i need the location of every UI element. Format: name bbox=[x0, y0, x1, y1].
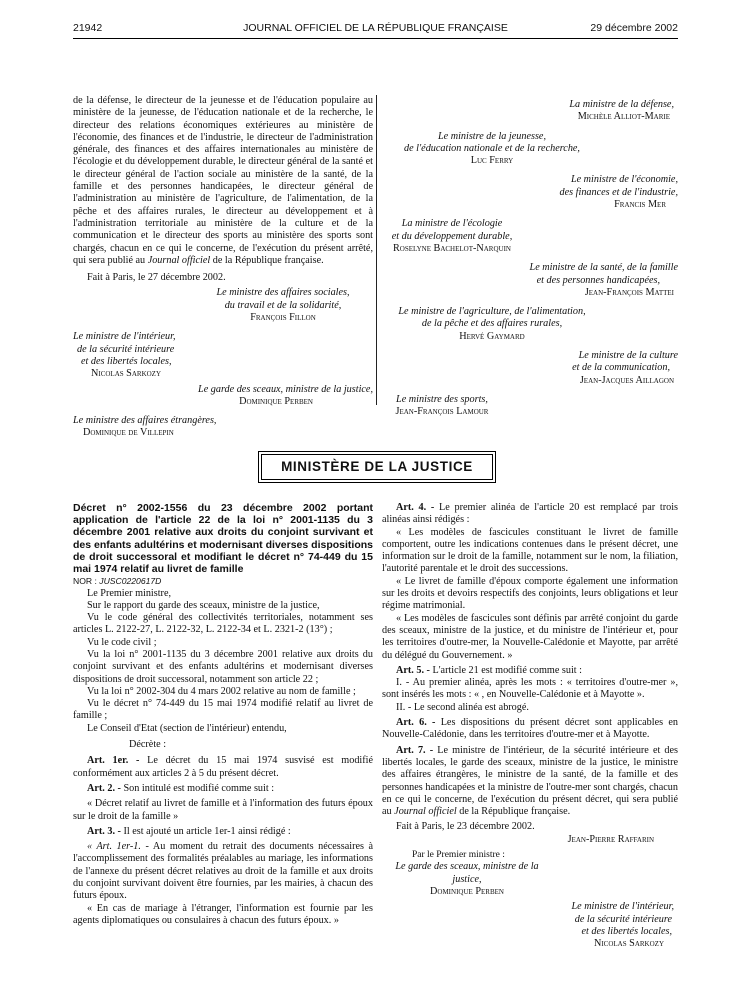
article-7: Art. 7. - Le ministre de l'intérieur, de la sécurité intérieure et des libertés locales, le garde des sceaux, ministre de la justice, le ministre des affaires étrangères, le ministre de la santé, de la famille et des personnes handicapées et la ministre de l'outre-mer sont chargés, chacun en ce qui le concerne, de l'exécution du présent décret, qui sera publié au Journal officiel de la République française. bbox=[382, 744, 678, 818]
decree-p4: Vu le code civil ; bbox=[87, 636, 157, 648]
decree-right-column bbox=[382, 502, 678, 950]
signature-ferry: Le ministre de la jeunesse, de l'éducation nationale et de la recherche, Luc Ferry bbox=[404, 130, 580, 167]
issue-date: 29 décembre 2002 bbox=[590, 22, 678, 34]
signature-mattei: Le ministre de la santé, de la famille et des personnes handicapées, Jean-François Mattei bbox=[529, 262, 678, 298]
article-4: Art. 4. - Le premier alinéa de l'article 20 est remplacé par trois alinéas ainsi rédigés : bbox=[382, 502, 678, 526]
article-4-quote-2: « Le livret de famille d'époux comporte également une information sur les droits et devoirs respectifs des conjoints, leurs obligations et leur régime matrimonial. bbox=[382, 575, 678, 612]
decree-p6: Vu la loi n° 2002-304 du 4 mars 2002 relative au nom de famille ; bbox=[87, 685, 356, 697]
signature-alliot-marie: La ministre de la défense, Michèle Alliot-Marie bbox=[569, 99, 674, 123]
signature-mer: Le ministre de l'économie, des finances et de l'industrie, Francis Mer bbox=[559, 174, 678, 211]
decree-p5: Vu la loi n° 2001-1135 du 3 décembre 2001 relative aux droits du conjoint survivant et des enfants adultérins et modernisant diverses dispositions de droit successoral, notamment son article 22 ; bbox=[73, 649, 373, 685]
signature-aillagon: Le ministre de la culture et de la communication, Jean-Jacques Aillagon bbox=[572, 350, 678, 386]
article-2: Art. 2. - Son intitulé est modifié comme suit : bbox=[87, 782, 275, 794]
article-3-quote-2: « En cas de mariage à l'étranger, l'information est fournie par les agents diplomatiques ou consulaires à chacun des futurs époux. » bbox=[73, 902, 373, 926]
pm-by: Par le Premier ministre : bbox=[412, 850, 505, 861]
decree-p8: Le Conseil d'Etat (section de l'intérieur) entendu, bbox=[87, 722, 287, 734]
article-3-quote-1: « Art. 1er-1. - Au moment du retrait des documents nécessaires à l'accomplissement des formalités préalables au mariage, les informations de l'annexe du présent décret relatives au droit de la famille et aux droits du conjoint survivant doivent être fournies, par les mairies, à chacun des futurs époux. bbox=[73, 841, 374, 902]
decree-p3: Vu le code général des collectivités territoriales, notamment ses articles L. 2122-27, L. 2122-32, L. 2122-34 et L. 2321-2 (13°) ; bbox=[73, 612, 373, 636]
page-header bbox=[73, 22, 678, 36]
decree-p1: Le Premier ministre, bbox=[87, 587, 172, 599]
decree-p2: Sur le rapport du garde des sceaux, ministre de la justice, bbox=[87, 599, 320, 611]
decree-p7: Vu le décret n° 74-449 du 15 mai 1974 modifié relatif au livret de famille ; bbox=[73, 698, 373, 722]
nor-reference: NOR : JUSC0220617D bbox=[73, 576, 162, 587]
article-2-quote: « Décret relatif au livret de famille et à l'information des futurs époux sur le droit de la famille » bbox=[73, 798, 373, 822]
ministry-banner-title: MINISTÈRE DE LA JUSTICE bbox=[261, 454, 493, 480]
signature-raffarin: Jean-Pierre Raffarin bbox=[567, 833, 654, 845]
column-separator bbox=[376, 95, 377, 405]
article-4-quote-1: « Les modèles de fascicules constituant le livret de famille comportent, outre les indications contenues dans le présent décret, une information sur le droit de la famille, notamment sur le nom, la filiation, l'autorité parentale et le droit des successions. bbox=[382, 526, 678, 575]
decree-done-at: Fait à Paris, le 23 décembre 2002. bbox=[396, 821, 535, 833]
done-at: Fait à Paris, le 27 décembre 2002. bbox=[87, 272, 226, 284]
top-left-column bbox=[73, 95, 373, 440]
decree-title: Décret n° 2002-1556 du 23 décembre 2002 portant application de l'article 22 de la loi n° 2001-1135 du 3 décembre 2001 relative aux droits du conjoint survivant et des enfants adultérins et modernisant diverses dispositions de droit successoral et modifiant le décret n° 74-449 du 15 mai 1974 relatif au livret de famille bbox=[73, 502, 373, 576]
signature-villepin: Le ministre des affaires étrangères, Dominique de Villepin bbox=[73, 415, 217, 439]
decree-left-column bbox=[73, 502, 373, 927]
signature-sarkozy: Le ministre de l'intérieur, de la sécurité intérieure et des libertés locales, Nicolas Sarkozy bbox=[73, 331, 176, 380]
page-number: 21942 bbox=[73, 22, 103, 34]
article-1: Art. 1er. - Le décret du 15 mai 1974 susvisé est modifié conformément aux articles 2 à 5 du présent décret. bbox=[73, 755, 373, 779]
article-5-ii: II. - Le second alinéa est abrogé. bbox=[396, 701, 529, 713]
signature-perben-decree: Le garde des sceaux, ministre de la justice, Dominique Perben bbox=[395, 861, 539, 897]
signature-bachelot: La ministre de l'écologie et du développement durable, Roselyne Bachelot-Narquin bbox=[391, 218, 513, 254]
signature-lamour: Le ministre des sports, Jean-François Lamour bbox=[395, 393, 489, 418]
journal-title: JOURNAL OFFICIEL DE LA RÉPUBLIQUE FRANÇAISE bbox=[243, 22, 508, 34]
signature-gaymard: Le ministre de l'agriculture, de l'alimentation, de la pêche et des affaires rurales, Hervé Gaymard bbox=[398, 306, 586, 342]
signature-fillon: Le ministre des affaires sociales, du travail et de la solidarité, François Fillon bbox=[216, 287, 350, 324]
signature-perben: Le garde des sceaux, ministre de la justice, Dominique Perben bbox=[198, 383, 373, 407]
article-3: Art. 3. - Il est ajouté un article 1er-1 ainsi rédigé : bbox=[87, 825, 291, 837]
ministry-banner bbox=[258, 451, 496, 483]
continuation-paragraph: de la défense, le directeur de la jeunesse et de l'éducation populaire au ministère de la jeunesse, de l'éducation nationale et de la recherche, le directeur des relations économiques extérieures au ministère de l'économie, des finances et de l'industrie, le directeur de l'administration générale, des finances et des affaires internationales au ministère de l'écologie et du développement durable, le directeur général de la santé et le directeur général de l'action sociale au ministère de la santé, de la famille et des personnes handicapées, le directeur général de l'administration au ministère de l'agriculture, de l'alimentation, de la pêche et des affaires rurales, le directeur au développement et à l'administration territoriale au ministère de la culture et de la communication et le directeur des sports au ministère des sports sont chargés, chacun en ce qui le concerne, de l'exécution du présent arrêté, qui sera publié au Journal officiel de la République française. bbox=[73, 95, 373, 266]
top-right-column bbox=[382, 99, 678, 419]
signature-sarkozy-decree: Le ministre de l'intérieur, de la sécurité intérieure et des libertés locales, Nicolas Sarkozy bbox=[571, 901, 674, 950]
article-5-i: I. - Au premier alinéa, après les mots : « territoires d'outre-mer », sont insérés les mots : « , en Nouvelle-Calédonie et à Mayotte ». bbox=[382, 677, 678, 701]
decrete: Décrète : bbox=[129, 739, 167, 751]
article-4-quote-3: « Les modèles de fascicules sont définis par arrêté conjoint du garde des sceaux, ministre de la justice, et du ministre de l'intérieur et, pour les territoires d'outre-mer, la Nouvelle-Calédonie et Mayotte, par arrêté du délégué du Gouvernement. » bbox=[382, 612, 678, 661]
header-rule bbox=[73, 38, 678, 39]
article-6: Art. 6. - Les dispositions du présent décret sont applicables en Nouvelle-Calédonie, dans les territoires d'outre-mer et à Mayotte. bbox=[382, 717, 678, 741]
article-5: Art. 5. - L'article 21 est modifié comme suit : bbox=[396, 664, 583, 676]
